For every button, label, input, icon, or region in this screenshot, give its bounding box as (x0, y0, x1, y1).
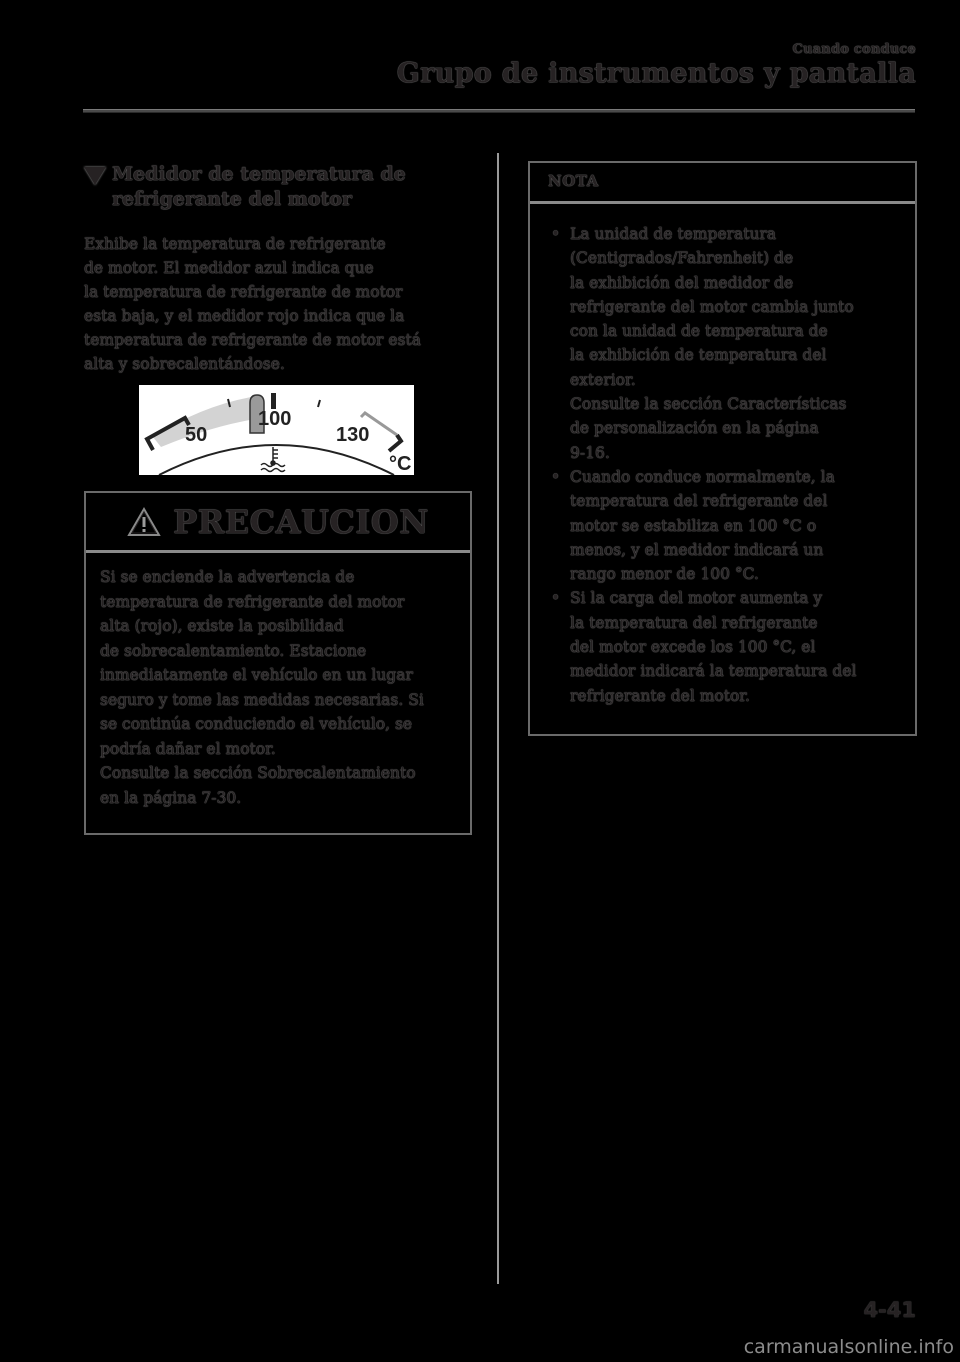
section-body (84, 232, 474, 376)
note-title: NOTA (530, 163, 915, 204)
caution-line: en la página 7-30. (100, 788, 242, 807)
caution-line: alta (rojo), existe la posibilidad (100, 617, 344, 635)
gauge-unit: °C (389, 453, 412, 475)
caution-line: seguro y tome las medidas necesarias. Si (100, 690, 424, 709)
caution-body (86, 553, 470, 810)
caution-line: se continúa conduciendo el vehículo, se (100, 715, 413, 733)
caution-line: Si se enciende la advertencia de (100, 568, 355, 586)
column-divider (497, 153, 499, 1284)
note-item: • Cuando conduce normalmente, la temperatura del refrigerante del motor se estabiliza en 100 °C o menos, y el medidor indicará un rango menor de 100 °C. (570, 465, 901, 586)
page-number: 4-41 (863, 1298, 916, 1322)
caution-header (86, 493, 470, 553)
note-box (528, 161, 917, 736)
note-list (530, 204, 915, 708)
note-item: • La unidad de temperatura (Centigrados/Fahrenheit) de la exhibición del medidor de refrigerante del motor cambia junto con la unidad de temperatura de la exhibición de temperatura del exterior. Consulte la sección Características de personalización en la página 9-16. (570, 222, 901, 465)
body-line: temperatura de refrigerante de motor está (84, 331, 421, 349)
body-line: esta baja, y el medidor rojo indica que la (84, 307, 405, 325)
section-heading (84, 162, 474, 212)
gauge-label-130: 130 (336, 424, 370, 446)
bullet-icon: • (551, 589, 561, 608)
caution-line: podría dañar el motor. (100, 739, 276, 758)
page-title: Grupo de instrumentos y pantalla (396, 58, 916, 89)
watermark-link[interactable]: carmanualsonline.info (743, 1336, 954, 1358)
down-triangle-icon (84, 167, 106, 185)
coolant-gauge-illustration (139, 385, 414, 475)
coolant-temperature-icon (261, 447, 285, 472)
note-item: • Si la carga del motor aumenta y la temperatura del refrigerante del motor excede los 100 °C, el medidor indicará la temperatura del refrigerante del motor. (570, 586, 901, 707)
body-line: de motor. El medidor azul indica que (84, 259, 374, 277)
section-heading-line-1: Medidor de temperatura de (112, 163, 406, 185)
warning-triangle-icon (127, 507, 161, 537)
section-heading-line-2: refrigerante del motor (112, 188, 352, 210)
body-line: alta y sobrecalentándose. (84, 355, 285, 373)
body-line: la temperatura de refrigerante de motor (84, 283, 403, 301)
chapter-subtitle: Cuando conduce (792, 42, 916, 57)
caution-line: temperatura de refrigerante del motor (100, 592, 405, 611)
gauge-label-100: 100 (258, 408, 292, 430)
header-rule (83, 109, 915, 113)
bullet-icon: • (551, 467, 561, 486)
caution-title: PRECAUCION (173, 502, 429, 541)
caution-box (84, 491, 472, 835)
body-line: Exhibe la temperatura de refrigerante (84, 235, 386, 253)
caution-line: de sobrecalentamiento. Estacione (100, 641, 367, 660)
bullet-icon: • (551, 225, 561, 243)
caution-line: Consulte la sección Sobrecalentamiento (100, 764, 416, 782)
caution-line: inmediatamente el vehículo en un lugar (100, 666, 413, 684)
gauge-label-50: 50 (185, 424, 208, 446)
